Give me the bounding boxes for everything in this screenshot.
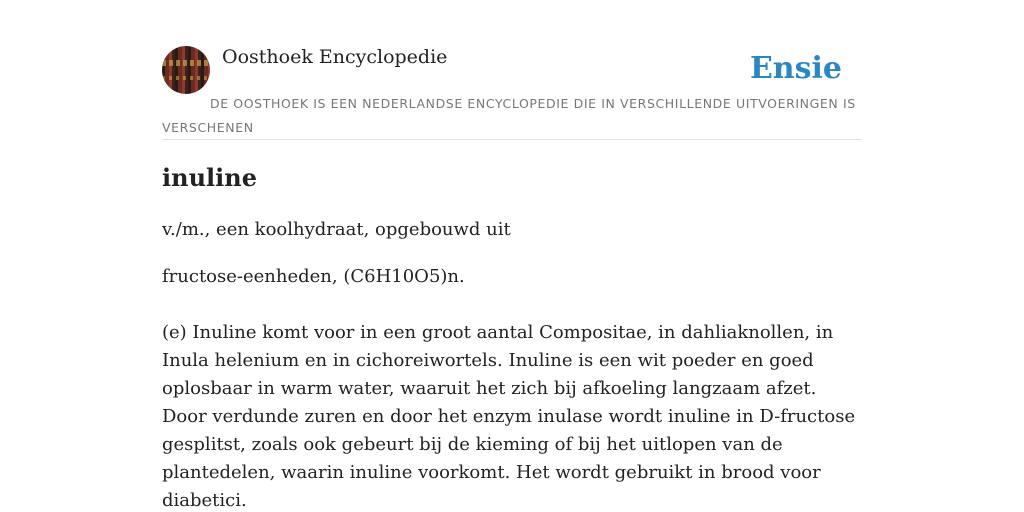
source-description: DE OOSTHOEK IS EEN NEDERLANDSE ENCYCLOPEDIE DIE IN VERSCHILLENDE UITVOERINGEN IS VERSCHENEN: [162, 96, 856, 135]
entry-paragraph: fructose-eenheden, (C6H10O5)n.: [162, 266, 465, 287]
header-divider: [162, 139, 862, 140]
entry-paragraph: v./m., een koolhydraat, opgebouwd uit: [162, 219, 511, 240]
entry-paragraph: (e) Inuline komt voor in een groot aantal Compositae, in dahliaknollen, in Inula helenium en in cichoreiwortels. Inuline is een wit poeder en goed oplosbaar in warm water, waaruit het zich bij afkoeling langzaam afzet. Door verdunde zuren en door het enzym inulase wordt inuline in D-fructose gesplitst, zoals ook gebeurt bij de kieming of bij het uitlopen van de plantedelen, waarin inuline voorkomt. Het wordt gebruikt in brood voor diabetici.: [162, 322, 856, 511]
entry-title: inuline: [162, 163, 257, 192]
source-avatar[interactable]: [162, 46, 210, 94]
source-title[interactable]: Oosthoek Encyclopedie: [222, 46, 448, 68]
brand-logo[interactable]: Ensie: [749, 51, 842, 86]
